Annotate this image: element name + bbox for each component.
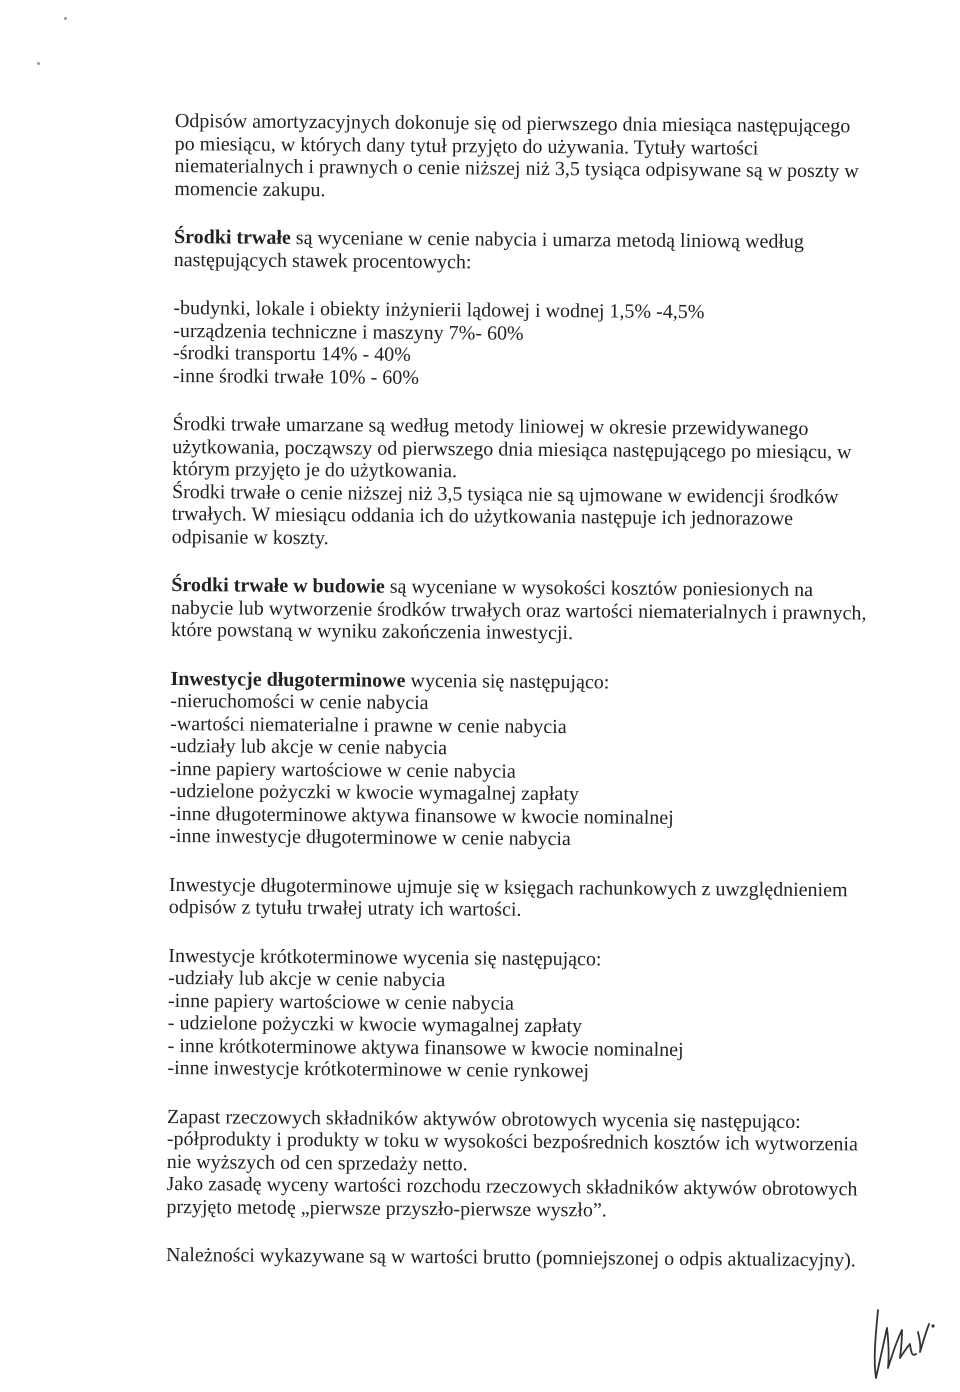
paragraph-fixed-assets — [174, 226, 874, 276]
text-line: przyjęto metodę „pierwsze przyszło-pierwsze wyszło”. — [166, 1195, 607, 1221]
text-line: Inwestycje długoterminowe ujmuje się w księgach rachunkowych z uwzględnieniem — [168, 873, 848, 901]
text-line: odpisów z tytułu trwałej utraty ich wartości. — [168, 895, 522, 921]
signature-mark — [866, 1302, 938, 1384]
text-line: następujących stawek procentowych: — [173, 248, 472, 273]
list-item: -nieruchomości w cenie nabycia — [170, 689, 429, 715]
list-item: -inne środki trwałe 10% - 60% — [172, 364, 420, 389]
list-item: -urządzenia techniczne i maszyny 7%- 60% — [173, 319, 524, 345]
text-line: które powstaną w wyniku zakończenia inwestycji. — [170, 618, 574, 645]
text-line: Odpisów amortyzacyjnych dokonuje się od pierwszego dnia miesiąca następującego — [174, 110, 851, 138]
text-line: nabycie lub wytworzenie środków trwałych oraz wartości niematerialnych i prawnych, — [171, 596, 867, 624]
list-item: - udzielone pożyczki w kwocie wymagalnej zapłaty — [167, 1011, 583, 1038]
list-item: -wartości niematerialne i prawne w cenie nabycia — [170, 712, 567, 738]
text-line: po miesiącu, w których dany tytuł przyjęto do używania. Tytuły wartości — [174, 132, 759, 160]
paragraph-impairment — [169, 873, 869, 923]
document-body — [166, 110, 875, 1272]
paragraph-straight-line — [172, 413, 873, 553]
text-line: niematerialnych i prawnych o cenie niższej niż 3,5 tysiąca odpisywane są w poszty w — [174, 154, 859, 183]
paragraph-construction — [171, 574, 872, 647]
list-item: -inne papiery wartościowe w cenie nabycia — [167, 989, 515, 1015]
text-line: momencie zakupu. — [174, 177, 326, 201]
text-line: -półprodukty i produkty w toku w wysokości bezpośrednich kosztów ich wytworzenia — [166, 1127, 858, 1156]
list-depreciation-rates — [173, 297, 874, 392]
paragraph-long-term-investments — [169, 667, 870, 852]
paragraph-receivables — [166, 1244, 866, 1272]
bold-heading: Inwestycje długoterminowe — [170, 667, 406, 692]
list-item: -inne inwestycje długoterminowe w cenie nabycia — [169, 824, 571, 851]
paragraph-short-term-investments — [167, 944, 868, 1084]
paragraph-inventory — [166, 1105, 867, 1223]
list-item: -inne inwestycje krótkoterminowe w cenie rynkowej — [167, 1056, 590, 1083]
text-line: trwałych. W miesiącu oddania ich do użytkowania następuje ich jednorazowe — [171, 502, 794, 530]
list-item: -udziały lub akcje w cenie nabycia — [168, 966, 446, 992]
text-line: nie wyższych od cen sprzedaży netto. — [166, 1150, 468, 1175]
text-line: Należności wykazywane są w wartości brutto (pomniejszonej o odpis aktualizacyjny). — [165, 1243, 856, 1272]
text-line: użytkowania, począwszy od pierwszego dnia miesiąca następującego po miesiącu, w — [172, 435, 852, 463]
text-line: Jako zasadę wyceny wartości rozchodu rzeczowych składników aktywów obrotowych — [166, 1172, 858, 1201]
text-line: Środki trwałe umarzane są według metody liniowej w okresie przewidywanego — [172, 412, 809, 440]
text-span: są wyceniane w wysokości kosztów poniesionych na — [384, 575, 814, 602]
list-item: -udzielone pożyczki w kwocie wymagalnej zapłaty — [169, 779, 580, 806]
text-line: Środki trwałe o cenie niższej niż 3,5 tysiąca nie są ujmowane w ewidencji środków — [171, 480, 839, 508]
list-item: -inne długoterminowe aktywa finansowe w kwocie nominalnej — [169, 802, 674, 829]
list-item: -udziały lub akcje w cenie nabycia — [169, 734, 448, 760]
scan-speck — [64, 17, 67, 20]
text-line: którym przyjęto je do użytkowania. — [172, 457, 458, 483]
list-item: -inne papiery wartościowe w cenie nabycia — [169, 757, 516, 783]
scan-speck — [37, 62, 40, 65]
bold-heading: Środki trwałe — [173, 225, 291, 249]
text-span: wycenia się następująco: — [405, 669, 610, 693]
list-item: -budynki, lokale i obiekty inżynierii lądowej i wodnej 1,5% -4,5% — [173, 296, 705, 324]
text-line: Inwestycje krótkoterminowe wycenia się następująco: — [168, 944, 602, 970]
paragraph-amortization — [174, 110, 875, 205]
list-item: - inne krótkoterminowe aktywa finansowe w kwocie nominalnej — [167, 1034, 684, 1061]
list-item: -środki transportu 14% - 40% — [173, 341, 411, 366]
bold-heading: Środki trwałe w budowie — [171, 573, 385, 598]
text-span: są wyceniane w cenie nabycia i umarza metodą liniową według — [290, 226, 805, 253]
text-line: odpisanie w koszty. — [171, 525, 329, 549]
text-line: Zapast rzeczowych składników aktywów obrotowych wycenia się następująco: — [167, 1105, 801, 1133]
